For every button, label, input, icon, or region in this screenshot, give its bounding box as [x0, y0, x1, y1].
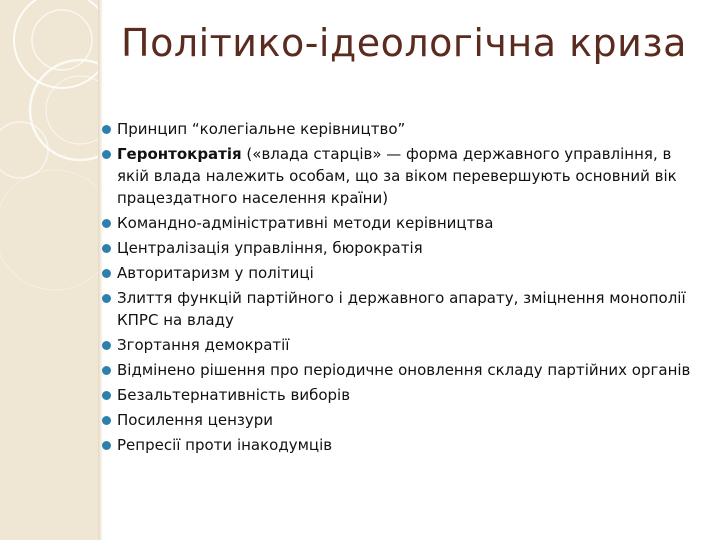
bullet-marker-icon — [102, 125, 111, 134]
bullet-marker-icon — [102, 416, 111, 425]
bullet-marker-icon — [102, 294, 111, 303]
bullet-item — [100, 143, 700, 209]
bullet-item — [100, 434, 700, 456]
bullet-item — [100, 409, 700, 431]
bullet-marker-icon — [102, 441, 111, 450]
bullet-item — [100, 237, 700, 259]
bullet-text: Злиття функцій партійного і державного апарату, зміцнення монополії КПРС на владу — [117, 289, 686, 329]
bullet-text: («влада старців» — форма державного управління, в якій влада належить особам, що за віком перевершують основний вік працездатного населення країни) — [117, 145, 677, 207]
rings-ornament-icon — [0, 0, 98, 540]
bullet-marker-icon — [102, 341, 111, 350]
bullet-item — [100, 287, 700, 331]
bullet-item — [100, 359, 700, 381]
bullet-text: Принцип “колегіальне керівництво” — [117, 120, 406, 138]
bullet-marker-icon — [102, 391, 111, 400]
bullet-item — [100, 384, 700, 406]
bullet-marker-icon — [102, 150, 111, 159]
decorative-side-strip — [0, 0, 98, 540]
bullet-text: Репресії проти інакодумців — [117, 436, 333, 454]
bullet-text: Авторитаризм у політиці — [117, 264, 314, 282]
bullet-text: Безальтернативність виборів — [117, 386, 351, 404]
bullet-text: Згортання демократії — [117, 336, 290, 354]
bullet-list — [100, 118, 700, 459]
bullet-item — [100, 118, 700, 140]
bullet-marker-icon — [102, 244, 111, 253]
bullet-text: Відмінено рішення про періодичне оновлення складу партійних органів — [117, 361, 691, 379]
bullet-bold-term: Геронтократія — [117, 145, 242, 163]
bullet-marker-icon — [102, 366, 111, 375]
bullet-item — [100, 212, 700, 234]
bullet-item — [100, 334, 700, 356]
bullet-marker-icon — [102, 219, 111, 228]
bullet-text: Командно-адміністративні методи керівництва — [117, 214, 494, 232]
bullet-item — [100, 262, 700, 284]
bullet-text: Централізація управління, бюрократія — [117, 239, 423, 257]
bullet-text: Посилення цензури — [117, 411, 274, 429]
bullet-marker-icon — [102, 269, 111, 278]
slide-title: Політико-ідеологічна криза — [121, 21, 687, 65]
